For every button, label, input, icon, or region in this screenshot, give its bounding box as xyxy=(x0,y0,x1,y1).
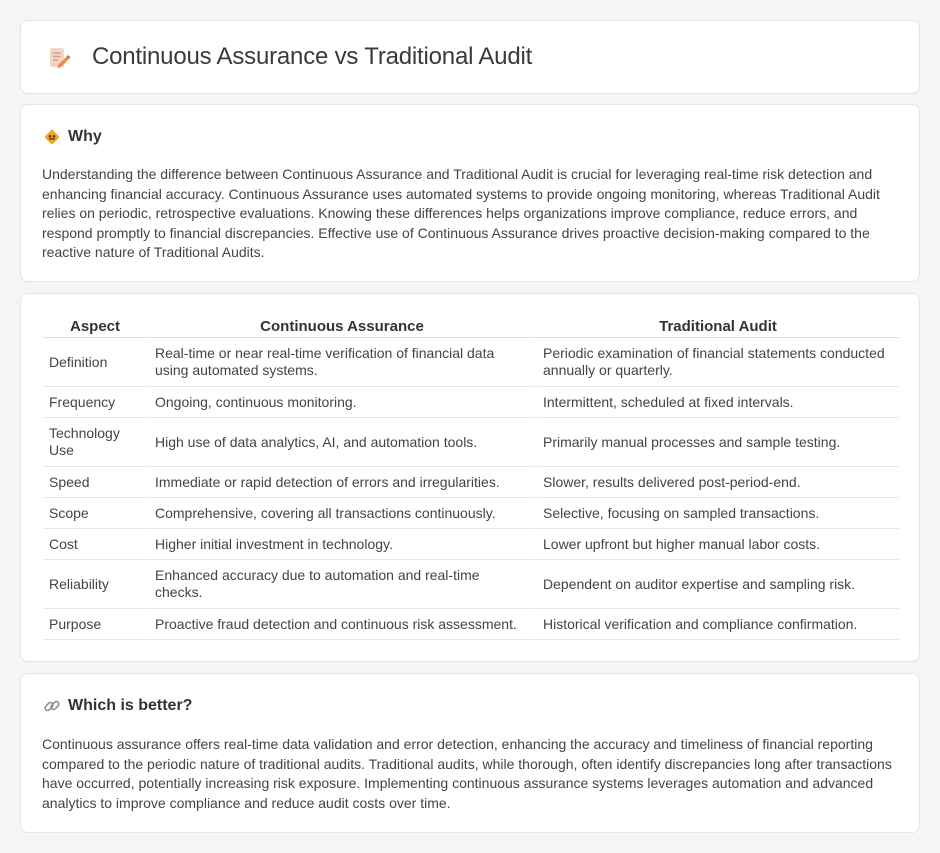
comparison-section xyxy=(20,293,920,662)
diamond-sign-icon xyxy=(43,128,61,146)
better-header xyxy=(43,696,192,716)
aspect-cell: Scope xyxy=(43,498,147,529)
why-header xyxy=(43,127,102,147)
header-card xyxy=(20,20,920,94)
table-row xyxy=(43,498,899,529)
table-header-row xyxy=(43,314,899,338)
aspect-cell: Purpose xyxy=(43,609,147,640)
traditional-audit-cell: Primarily manual processes and sample testing. xyxy=(535,418,899,467)
table-row xyxy=(43,467,899,498)
traditional-audit-cell: Slower, results delivered post-period-end. xyxy=(535,467,899,498)
column-header-continuous-assurance: Continuous Assurance xyxy=(147,314,535,338)
aspect-cell: Cost xyxy=(43,529,147,560)
continuous-assurance-cell: Proactive fraud detection and continuous risk assessment. xyxy=(147,609,535,640)
column-header-aspect: Aspect xyxy=(43,314,147,338)
traditional-audit-cell: Selective, focusing on sampled transactions. xyxy=(535,498,899,529)
continuous-assurance-cell: Higher initial investment in technology. xyxy=(147,529,535,560)
continuous-assurance-cell: Real-time or near real-time verification of financial data using automated systems. xyxy=(147,338,535,387)
which-is-better-section xyxy=(20,673,920,833)
traditional-audit-cell: Periodic examination of financial statements conducted annually or quarterly. xyxy=(535,338,899,387)
column-header-traditional-audit: Traditional Audit xyxy=(535,314,899,338)
aspect-cell: Definition xyxy=(43,338,147,387)
aspect-cell: Speed xyxy=(43,467,147,498)
why-section xyxy=(20,104,920,282)
aspect-cell: Technology Use xyxy=(43,418,147,467)
better-title: Which is better? xyxy=(68,697,193,714)
table-row xyxy=(43,338,899,387)
table-row xyxy=(43,387,899,418)
continuous-assurance-cell: High use of data analytics, AI, and automation tools. xyxy=(147,418,535,467)
continuous-assurance-cell: Comprehensive, covering all transactions continuously. xyxy=(147,498,535,529)
comparison-table xyxy=(43,314,899,640)
continuous-assurance-cell: Immediate or rapid detection of errors and irregularities. xyxy=(147,467,535,498)
traditional-audit-cell: Lower upfront but higher manual labor costs. xyxy=(535,529,899,560)
why-text: Understanding the difference between Continuous Assurance and Traditional Audit is crucial for leveraging real-time risk detection and enhancing financial accuracy. Continuous Assurance uses automated systems to provide ongoing monitoring, whereas Traditional Audit relies on periodic, retrospective evaluations. Knowing these differences helps organizations improve compliance, reduce errors, and respond promptly to financial discrepancies. Effective use of Continuous Assurance drives proactive decision-making compared to the reactive nature of Traditional Audits. xyxy=(42,166,880,260)
traditional-audit-cell: Historical verification and compliance confirmation. xyxy=(535,609,899,640)
why-title: Why xyxy=(68,128,102,145)
aspect-cell: Frequency xyxy=(43,387,147,418)
traditional-audit-cell: Intermittent, scheduled at fixed intervals. xyxy=(535,387,899,418)
aspect-cell: Reliability xyxy=(43,560,147,609)
table-row xyxy=(43,418,899,467)
continuous-assurance-cell: Enhanced accuracy due to automation and real-time checks. xyxy=(147,560,535,609)
link-icon xyxy=(43,697,61,715)
table-row xyxy=(43,560,899,609)
table-row xyxy=(43,609,899,640)
table-row xyxy=(43,529,899,560)
page-title: Continuous Assurance vs Traditional Audit xyxy=(92,43,533,70)
better-text: Continuous assurance offers real-time data validation and error detection, enhancing the accuracy and timeliness of financial reporting compared to the periodic nature of traditional audits. Traditional audits, while thorough, often identify discrepancies long after transactions have occurred, potentially increasing risk exposure. Implementing continuous assurance systems leverages automation and advanced analytics to improve compliance and reduce audit costs over time. xyxy=(42,736,892,811)
document-pencil-icon xyxy=(47,46,71,70)
traditional-audit-cell: Dependent on auditor expertise and sampling risk. xyxy=(535,560,899,609)
continuous-assurance-cell: Ongoing, continuous monitoring. xyxy=(147,387,535,418)
